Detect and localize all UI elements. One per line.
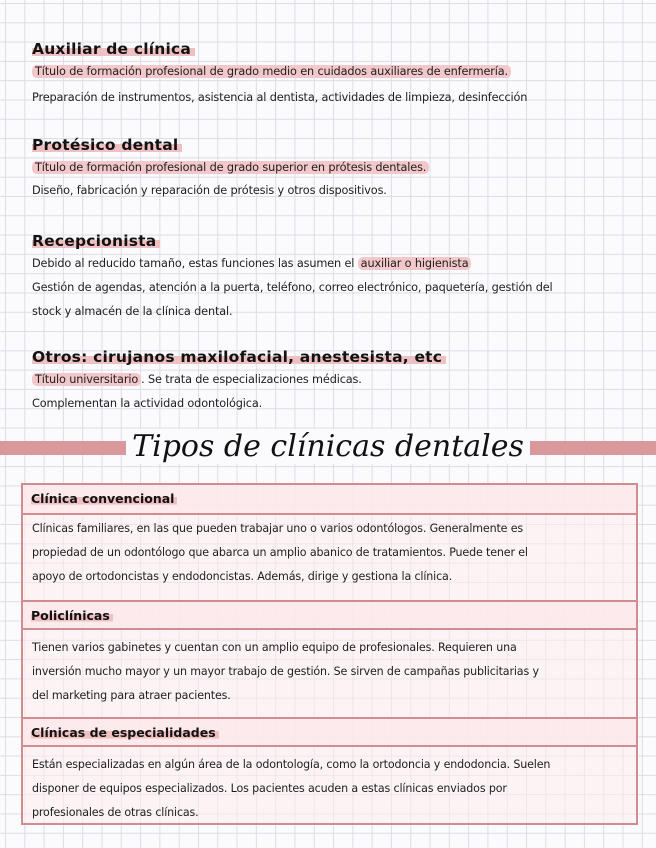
role-recepcionista — [32, 230, 632, 324]
role-auxiliar — [32, 38, 632, 110]
role-line — [32, 156, 632, 180]
clinic-types-table — [21, 483, 638, 825]
clinic-type-line: del marketing para atraer pacientes. — [32, 689, 231, 702]
highlight: auxiliar o higienista — [358, 257, 472, 270]
clinic-type-body — [32, 636, 632, 708]
clinic-type-line: profesionales de otras clínicas. — [32, 806, 199, 819]
highlight: Título de formación profesional de grado medio en cuidados auxiliares de enfermería. — [32, 65, 511, 78]
role-title: Auxiliar de clínica — [32, 38, 632, 60]
clinic-type-title: Policlínicas — [31, 606, 113, 626]
clinic-type-line: Clínicas familiares, en las que pueden trabajar uno o varios odontólogos. Generalmente es — [32, 522, 524, 535]
clinic-type-line: apoyo de ortodoncistas y endodoncistas. Además, dirige y gestiona la clínica. — [32, 570, 453, 583]
role-protesico — [32, 134, 632, 203]
section-title: Tipos de clínicas dentales — [0, 425, 656, 469]
highlight: Título de formación profesional de grado superior en prótesis dentales. — [32, 161, 429, 174]
clinic-type-title: Clínicas de especialidades — [31, 723, 219, 743]
role-line: Gestión de agendas, atención a la puerta, teléfono, correo electrónico, paquetería, gestión del — [32, 281, 553, 294]
clinic-type-body — [32, 517, 632, 589]
clinic-type-line: disponer de equipos especializados. Los pacientes acuden a estas clínicas enviados por — [32, 782, 507, 795]
role-line: Título universitario . Se trata de especializaciones médicas. — [32, 368, 632, 392]
clinic-type-body — [32, 753, 632, 825]
clinic-type-header — [23, 717, 636, 747]
role-title: Recepcionista — [32, 230, 632, 252]
role-line: Diseño, fabricación y reparación de prótesis y otros dispositivos. — [32, 184, 387, 197]
role-line: stock y almacén de la clínica dental. — [32, 305, 233, 318]
role-title: Protésico dental — [32, 134, 632, 156]
role-otros — [32, 346, 632, 416]
role-title: Otros: cirujanos maxilofacial, anestesista, etc — [32, 346, 632, 368]
clinic-type-header — [23, 600, 636, 630]
role-line: Debido al reducido tamaño, estas funciones las asumen el auxiliar o higienista — [32, 252, 632, 276]
clinic-type-line: Están especializadas en algún área de la odontología, como la ortodoncia y endodoncia. Suelen — [32, 758, 551, 771]
role-line: Preparación de instrumentos, asistencia al dentista, actividades de limpieza, desinfección — [32, 91, 528, 104]
clinic-type-header — [23, 485, 636, 515]
clinic-type-title: Clínica convencional — [31, 489, 177, 509]
clinic-type-line: propiedad de un odontólogo que abarca un amplio abanico de tratamientos. Puede tener el — [32, 546, 528, 559]
highlight: Título universitario — [32, 373, 141, 386]
role-line — [32, 60, 632, 84]
clinic-type-line: inversión mucho mayor y un mayor trabajo de gestión. Se sirven de campañas publicitarias y — [32, 665, 539, 678]
clinic-type-line: Tienen varios gabinetes y cuentan con un amplio equipo de profesionales. Requieren una — [32, 641, 517, 654]
role-line: Complementan la actividad odontológica. — [32, 397, 263, 410]
